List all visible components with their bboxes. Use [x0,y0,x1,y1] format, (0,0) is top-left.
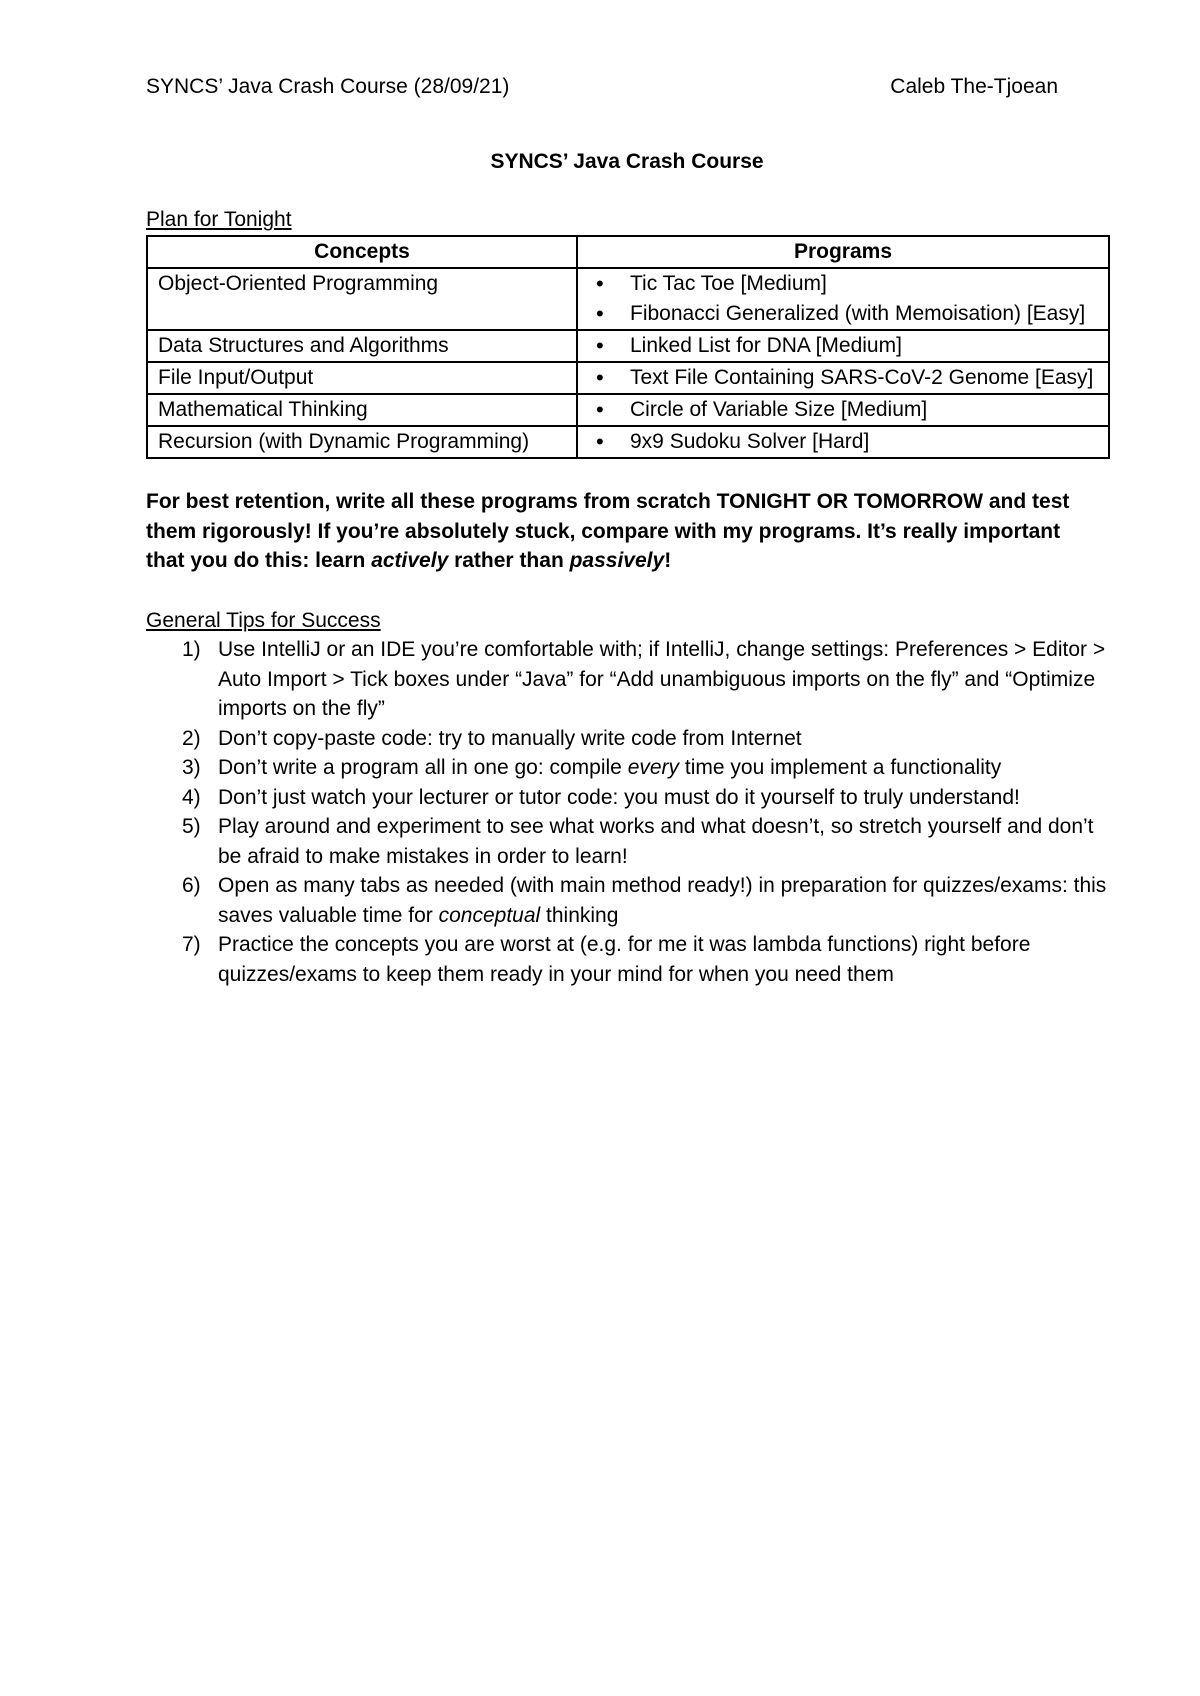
tip-text: Play around and experiment to see what works and what doesn’t, so stretch yourself and don’t be afraid to make mistakes in order to learn! [218,815,1094,868]
program-item: • Text File Containing SARS-CoV-2 Genome [Easy] [588,363,1098,393]
plan-table-row [147,362,1109,394]
tip-item [146,724,1108,754]
tip-item [146,812,1108,871]
program-list [588,427,1098,457]
tip-emphasis: conceptual [438,903,541,927]
tip-item [146,783,1108,813]
tip-number: 6) [182,874,201,897]
program-item: • Fibonacci Generalized (with Memoisation) [Easy] [588,299,1098,329]
tip-number: 4) [182,785,201,809]
tip-number: 1) [182,638,201,661]
retention-text: For best retention, write all these programs from scratch TONIGHT OR TOMORROW and test them rigorously! If you’re absolutely stuck, compare with my programs. It’s really important that you do this: learn [146,490,1070,572]
tips-list [146,635,1108,989]
concept-cell: Mathematical Thinking [147,394,577,426]
plan-table-header-row [147,236,1109,268]
tip-text: Don’t just watch your lecturer or tutor code: you must do it yourself to truly understand! [218,785,1020,809]
retention-emphasis-actively: actively [371,549,449,572]
program-list [588,269,1098,329]
programs-cell [577,394,1109,426]
plan-table [146,235,1110,459]
programs-cell [577,268,1109,330]
tip-number: 2) [182,726,201,750]
programs-cell [577,362,1109,394]
retention-note [146,487,1096,576]
retention-text: rather than [448,549,570,572]
plan-table-row [147,268,1109,330]
program-list [588,331,1098,361]
program-item: • Circle of Variable Size [Medium] [588,395,1098,425]
programs-cell [577,426,1109,458]
header-author: Caleb The-Tjoean [890,75,1058,98]
header-left: SYNCS’ Java Crash Course (28/09/21) [146,75,510,98]
tip-item [146,635,1108,724]
tip-text: Practice the concepts you are worst at (e.g. for me it was lambda functions) right before quizzes/exams to keep them ready in your mind for when you need them [218,933,1031,986]
program-list [588,395,1098,425]
tip-text: Don’t copy-paste code: try to manually write code from Internet [218,726,802,750]
tip-number: 5) [182,815,201,838]
plan-table-row [147,394,1109,426]
plan-heading: Plan for Tonight [146,208,292,231]
tip-text: Don’t write a program all in one go: compile [218,756,628,779]
tips-heading: General Tips for Success [146,609,381,632]
tip-item [146,930,1108,989]
tip-text: time you implement a functionality [679,756,1002,779]
program-item: • Linked List for DNA [Medium] [588,331,1098,361]
concept-cell: Data Structures and Algorithms [147,330,577,362]
concept-cell: Object-Oriented Programming [147,268,577,330]
tip-text: Use IntelliJ or an IDE you’re comfortable with; if IntelliJ, change settings: Preferences > Editor > Auto Import > Tick boxes under “Java” for “Add unambiguous imports on the fly” and “Optimize imports on the fly” [218,638,1106,720]
plan-table-row [147,426,1109,458]
plan-table-row [147,330,1109,362]
tip-item [146,753,1108,783]
concept-cell: File Input/Output [147,362,577,394]
concepts-column-header: Concepts [147,236,577,268]
programs-column-header: Programs [577,236,1109,268]
tip-number: 3) [182,756,201,779]
tip-number: 7) [182,933,201,956]
tip-item [146,871,1108,930]
tip-text: Open as many tabs as needed (with main method ready!) in preparation for quizzes/exams: this saves valuable time for [218,874,1107,927]
document-title: SYNCS’ Java Crash Course [490,150,764,173]
program-list [588,363,1098,393]
plan-table-body [147,268,1109,458]
retention-emphasis-passively: passively [569,549,665,572]
programs-cell [577,330,1109,362]
program-item: • 9x9 Sudoku Solver [Hard] [588,427,1098,457]
retention-text: ! [664,549,672,572]
tip-text: thinking [540,903,619,927]
concept-cell: Recursion (with Dynamic Programming) [147,426,577,458]
program-item: • Tic Tac Toe [Medium] [588,269,1098,299]
tip-emphasis: every [627,756,680,779]
